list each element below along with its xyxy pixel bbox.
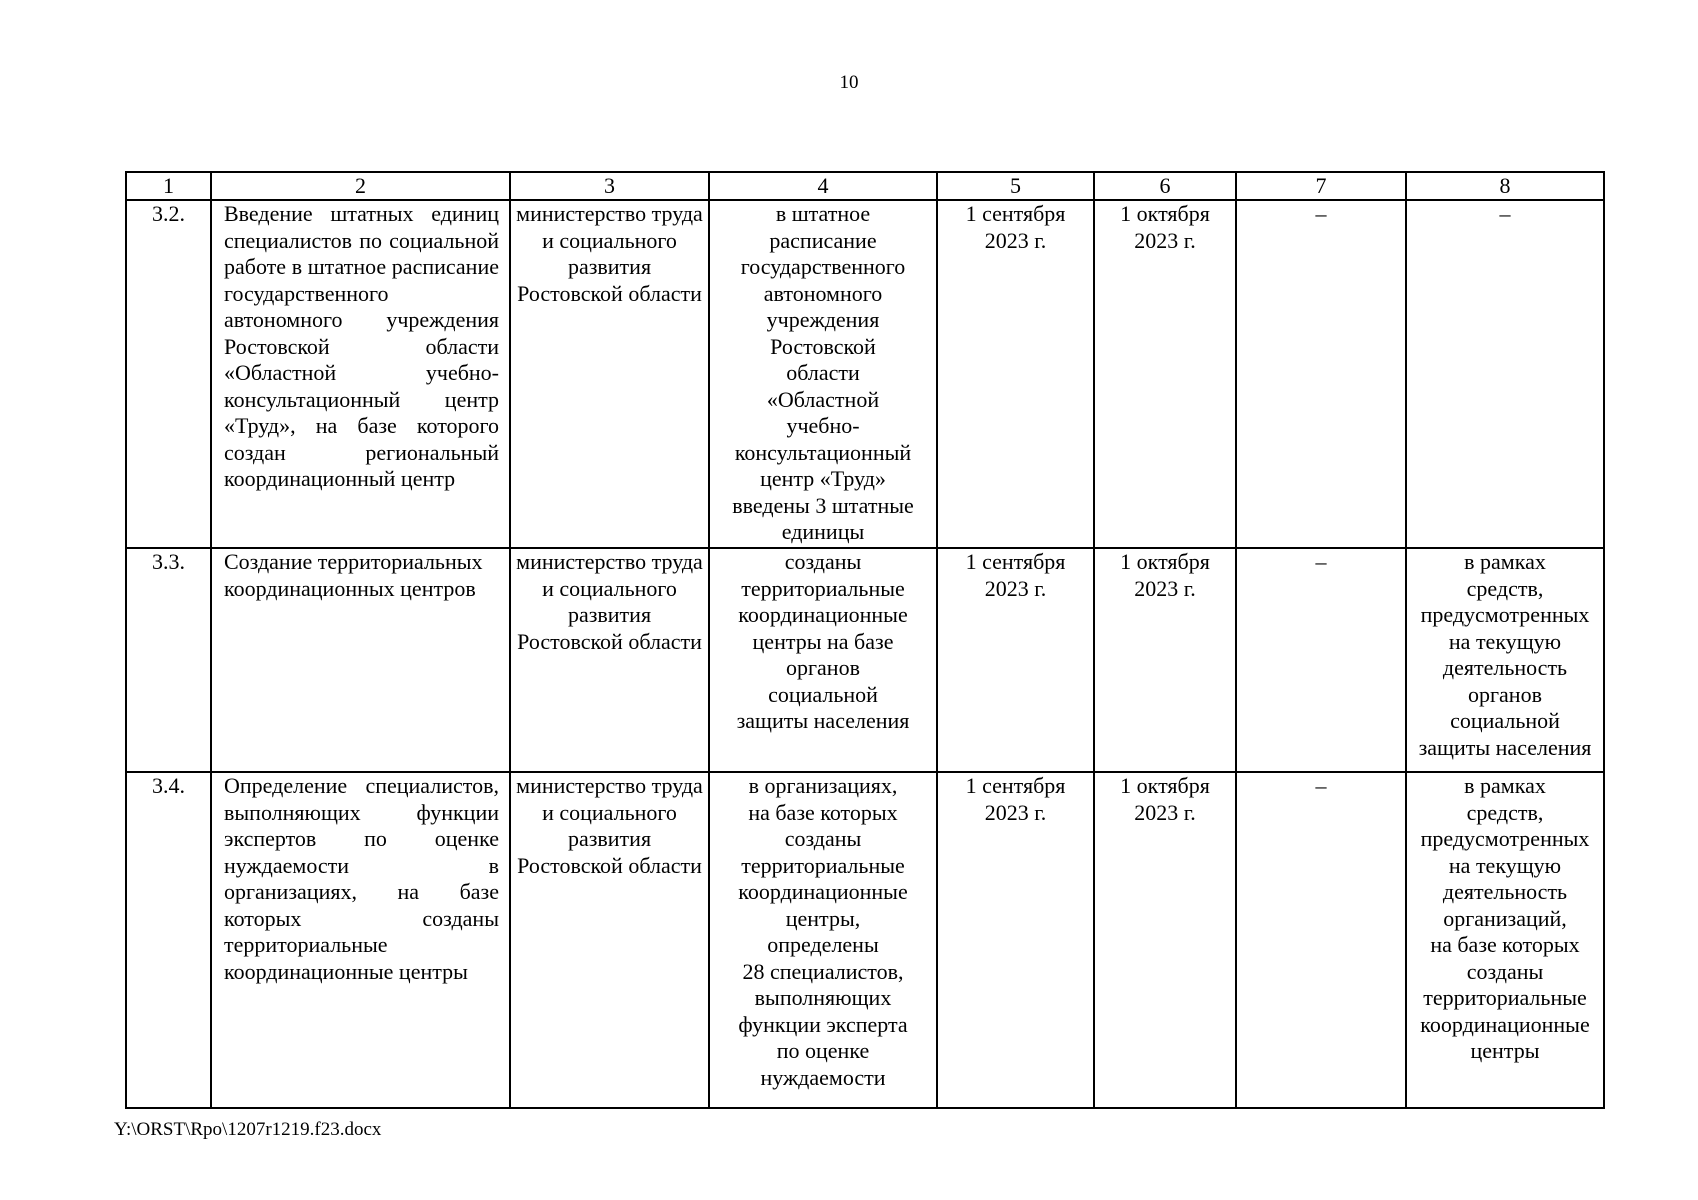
funding-line: предусмотренных <box>1420 826 1590 851</box>
result-line: нуждаемости <box>760 1064 886 1090</box>
header-cell-3: 3 <box>510 172 709 200</box>
result-line: на базе которых <box>748 799 898 825</box>
end-date: 1 октября 2023 г. <box>1094 200 1236 548</box>
result-line: выполняющих <box>754 985 892 1010</box>
result-line: введены 3 штатные <box>732 492 914 518</box>
column-7-value: – <box>1236 200 1406 548</box>
funding-line: на текущую <box>1448 852 1562 878</box>
result-line: функции эксперта <box>738 1011 908 1037</box>
result-line: созданы <box>784 549 862 574</box>
funding-line: деятельность <box>1442 655 1568 680</box>
expected-result <box>709 200 937 548</box>
funding-line: средств, <box>1466 575 1544 601</box>
responsible-executor: министерство труда и социального развития Ростовской области <box>510 548 709 772</box>
funding-line: средств, <box>1466 799 1544 825</box>
result-line: координационные <box>738 602 908 627</box>
expected-result <box>709 772 937 1108</box>
result-line: определены <box>767 932 879 957</box>
column-8-value <box>1406 548 1604 772</box>
column-7-value: – <box>1236 548 1406 772</box>
result-line: автономного <box>763 280 883 306</box>
table-row <box>126 200 1604 548</box>
result-line: центры, <box>785 905 861 931</box>
measure-name: Определение специалистов, выполняющих функции экспертов по оценке нуждаемости в организациях, на базе которых созданы территориальные координационные центры <box>211 772 510 1108</box>
result-line: учебно- <box>786 413 860 438</box>
result-line: «Областной <box>766 386 880 412</box>
result-line: созданы <box>784 826 862 851</box>
header-cell-8: 8 <box>1406 172 1604 200</box>
expected-result <box>709 548 937 772</box>
result-line: координационные <box>738 879 908 904</box>
funding-line: предусмотренных <box>1420 602 1590 627</box>
header-cell-5: 5 <box>937 172 1094 200</box>
funding-line: в рамках <box>1464 549 1546 574</box>
funding-line: защиты населения <box>1418 734 1592 760</box>
result-line: консультационный <box>734 439 912 465</box>
funding-line: центры <box>1470 1038 1540 1063</box>
funding-line: органов <box>1468 681 1542 707</box>
funding-line: – <box>1499 201 1511 226</box>
table-row <box>126 548 1604 772</box>
funding-line: организаций, <box>1443 905 1567 931</box>
result-line: центр «Труд» <box>760 466 886 491</box>
header-cell-4: 4 <box>709 172 937 200</box>
result-line: государственного <box>740 254 906 279</box>
column-7-value: – <box>1236 772 1406 1108</box>
table-header-row <box>126 172 1604 200</box>
result-line: социальной <box>768 681 878 707</box>
result-line: Ростовской <box>770 333 876 359</box>
table-row <box>126 772 1604 1108</box>
header-cell-6: 6 <box>1094 172 1236 200</box>
end-date: 1 октября 2023 г. <box>1094 772 1236 1108</box>
start-date: 1 сентября 2023 г. <box>937 548 1094 772</box>
measures-table <box>125 171 1605 1109</box>
measure-name: Введение штатных единиц специалистов по социальной работе в штатное расписание государственного автономного учреждения Ростовской области «Областной учебно-консультационный центр «Труд», на базе которого создан региональный координационный центр <box>211 200 510 548</box>
funding-line: координационные <box>1420 1011 1590 1037</box>
funding-line: деятельность <box>1442 879 1568 904</box>
result-line: в организациях, <box>748 773 898 798</box>
result-line: 28 специалистов, <box>742 958 904 984</box>
column-8-value <box>1406 772 1604 1108</box>
column-8-value <box>1406 200 1604 548</box>
result-line: учреждения <box>766 307 880 332</box>
start-date: 1 сентября 2023 г. <box>937 772 1094 1108</box>
result-line: территориальные <box>741 575 905 601</box>
funding-line: на текущую <box>1448 628 1562 654</box>
result-line: центры на базе <box>752 628 894 654</box>
result-line: расписание <box>769 227 877 253</box>
result-line: органов <box>786 655 860 680</box>
header-cell-2: 2 <box>211 172 510 200</box>
responsible-executor: министерство труда и социального развития Ростовской области <box>510 200 709 548</box>
end-date: 1 октября 2023 г. <box>1094 548 1236 772</box>
funding-line: в рамках <box>1464 773 1546 798</box>
page-number: 10 <box>839 72 859 93</box>
funding-line: территориальные <box>1423 985 1587 1010</box>
row-number: 3.3. <box>126 548 211 772</box>
funding-line: на базе которых <box>1430 932 1580 957</box>
result-line: единицы <box>781 519 865 544</box>
responsible-executor: министерство труда и социального развития Ростовской области <box>510 772 709 1108</box>
result-line: защиты населения <box>736 708 910 733</box>
row-number: 3.4. <box>126 772 211 1108</box>
start-date: 1 сентября 2023 г. <box>937 200 1094 548</box>
header-cell-1: 1 <box>126 172 211 200</box>
header-cell-7: 7 <box>1236 172 1406 200</box>
result-line: территориальные <box>741 852 905 878</box>
funding-line: созданы <box>1466 958 1544 984</box>
file-path-footer: Y:\ORST\Rpo\1207r1219.f23.docx <box>114 1119 382 1140</box>
funding-line: социальной <box>1450 708 1560 733</box>
measure-name: Создание территориальных координационных центров <box>211 548 510 772</box>
row-number: 3.2. <box>126 200 211 548</box>
result-line: по оценке <box>776 1038 870 1063</box>
result-line: в штатное <box>775 201 871 226</box>
result-line: области <box>786 360 860 385</box>
